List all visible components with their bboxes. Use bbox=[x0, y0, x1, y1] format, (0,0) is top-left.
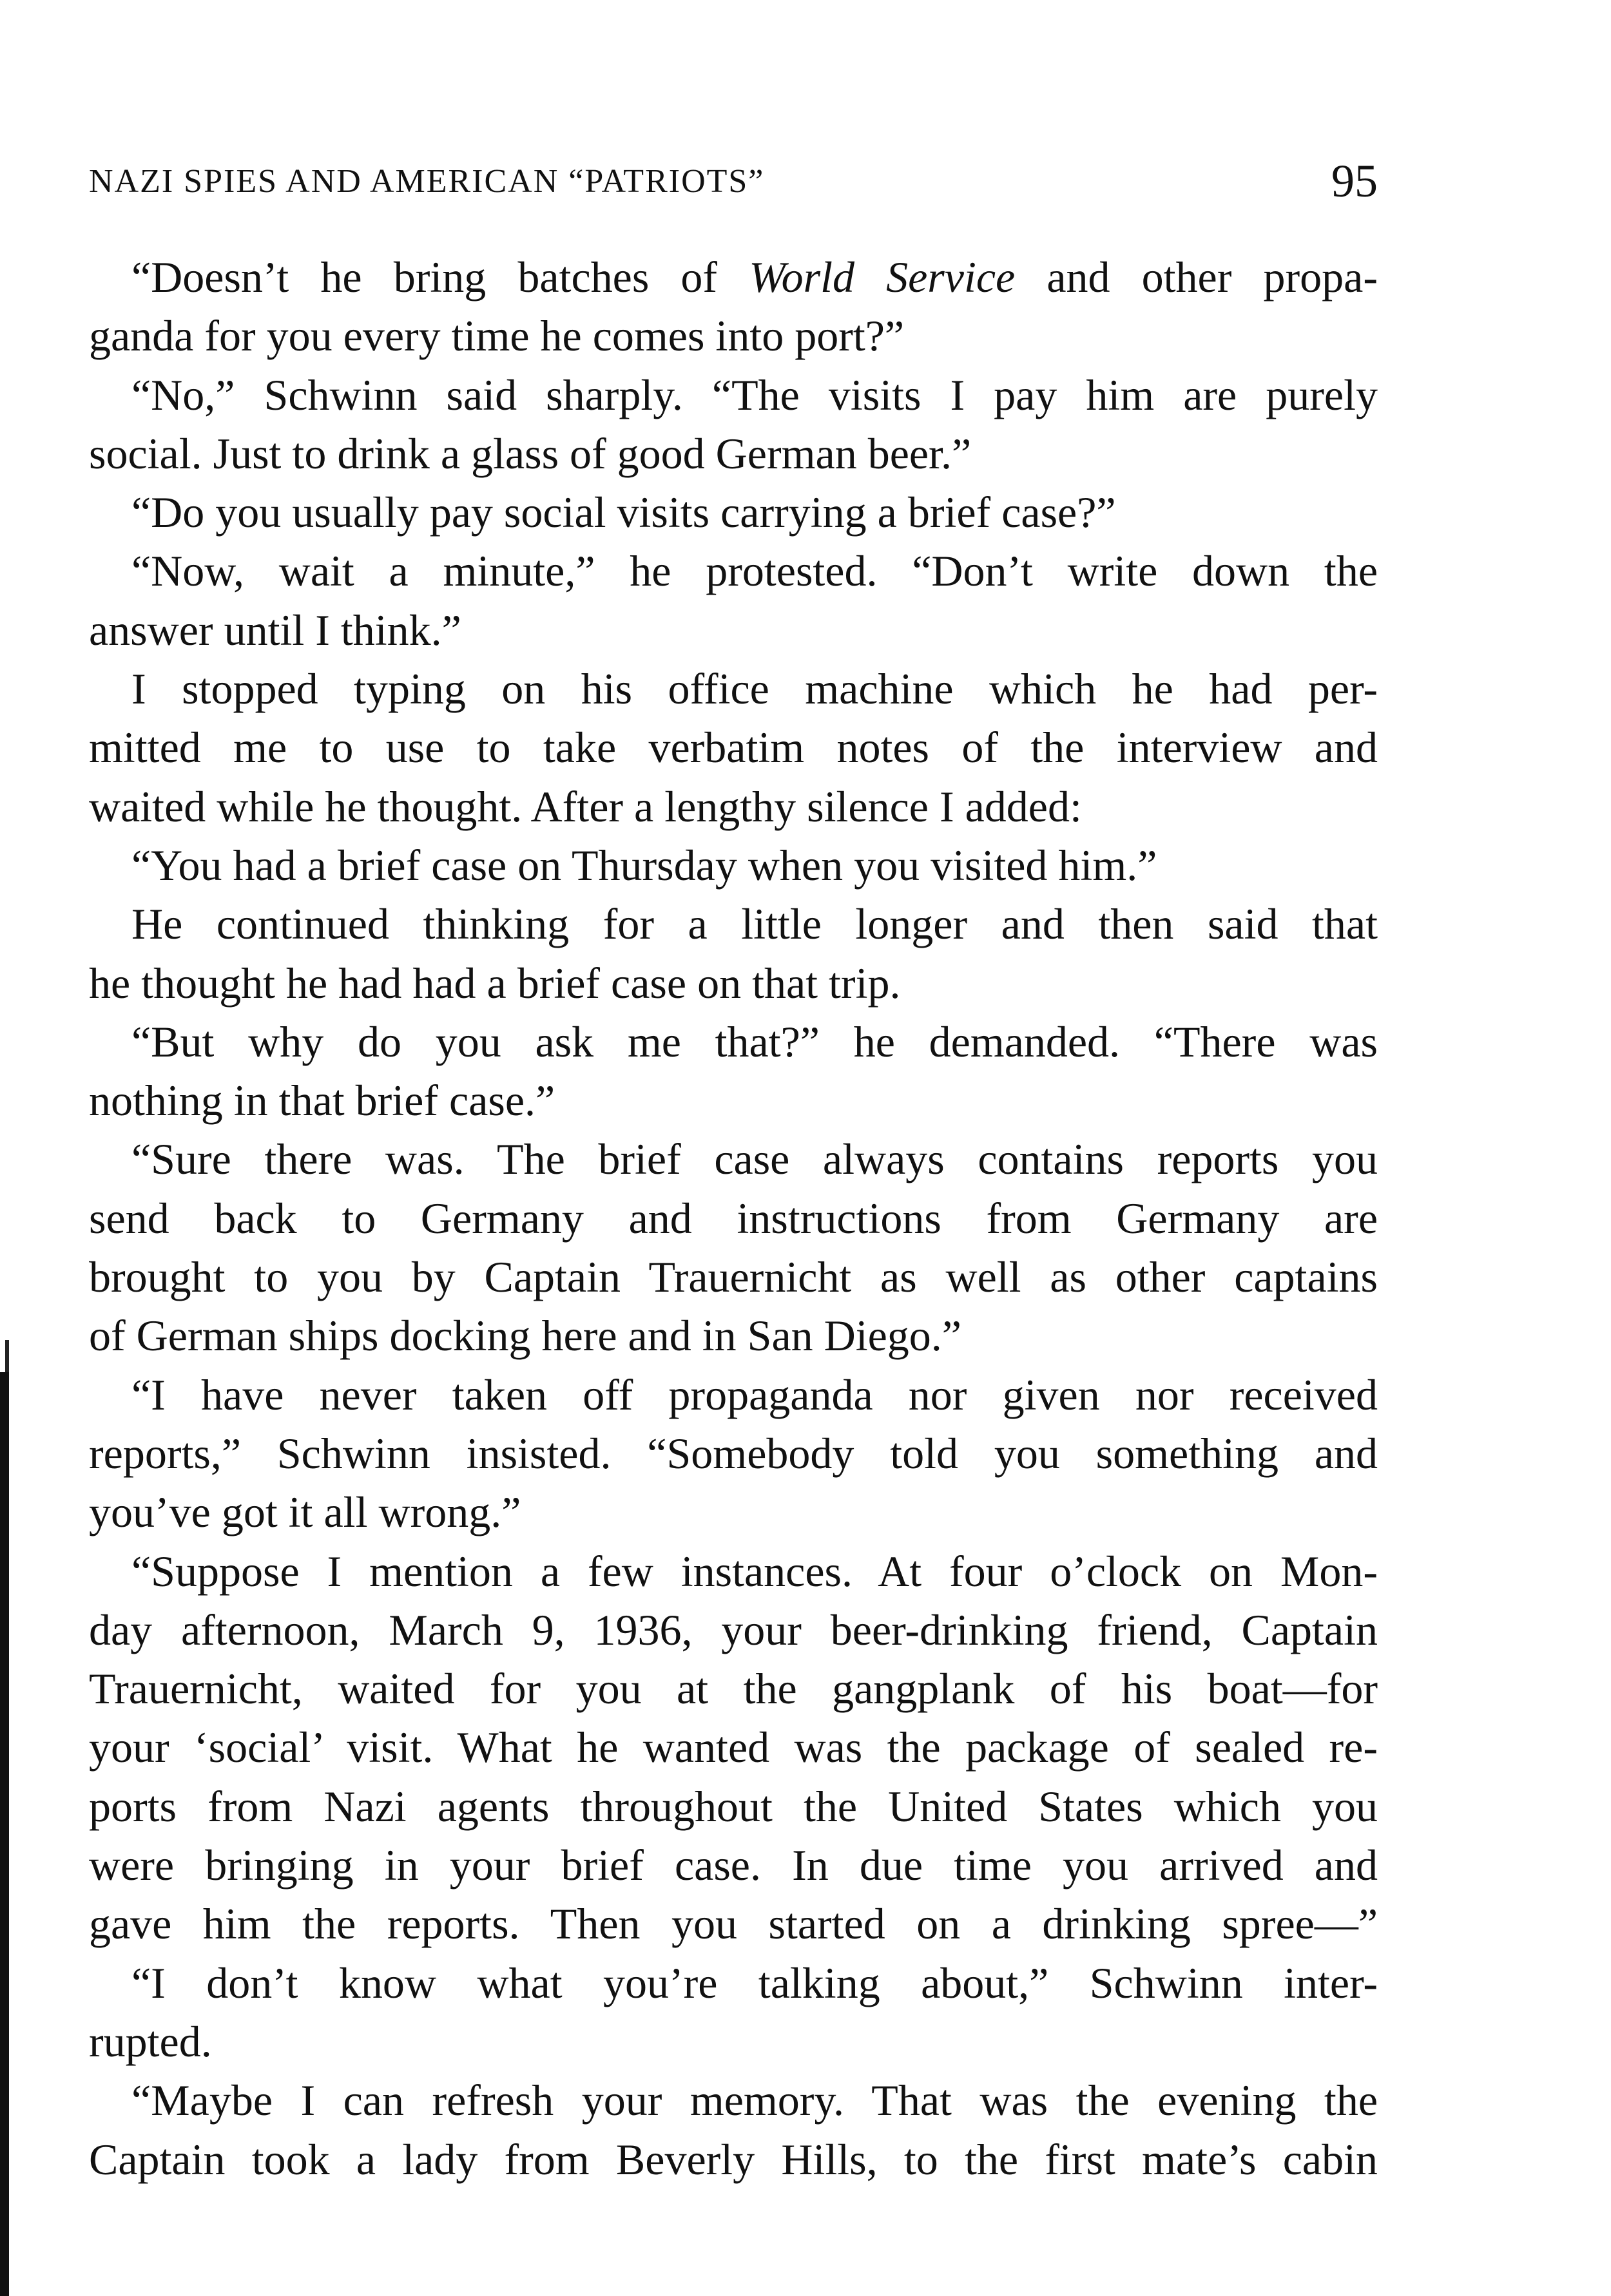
text-line-17: send back to Germany and instructions from Germany are bbox=[89, 1193, 1378, 1243]
text-line-14: “But why do you ask me that?” he demanded. “There was bbox=[131, 1017, 1378, 1066]
text-line-23: “Suppose I mention a few instances. At four o’clock on Mon- bbox=[131, 1546, 1378, 1596]
running-head bbox=[89, 155, 1378, 213]
text-line-29: gave him the reports. Then you started on a drinking spree—” bbox=[89, 1899, 1378, 1949]
text-line-32: “Maybe I can refresh your memory. That was the evening the bbox=[131, 2076, 1378, 2125]
text-line-31: rupted. bbox=[89, 2016, 212, 2066]
text-line-1: “Doesn’t he bring batches of World Service and other propa- bbox=[131, 253, 1378, 301]
emphasis-world-service: World Service bbox=[749, 253, 1016, 301]
text-line-3: “No,” Schwinn said sharply. “The visits I pay him are purely bbox=[131, 370, 1378, 419]
text-line-4: social. Just to drink a glass of good German beer.” bbox=[89, 428, 972, 478]
text-line-24: day afternoon, March 9, 1936, your beer-drinking friend, Captain bbox=[89, 1605, 1378, 1654]
text-line-11: “You had a brief case on Thursday when you visited him.” bbox=[131, 840, 1157, 890]
page-number: 95 bbox=[1331, 155, 1378, 207]
text-line-5: “Do you usually pay social visits carrying a brief case?” bbox=[131, 488, 1116, 537]
text-line-26: your ‘social’ visit. What he wanted was the package of sealed re- bbox=[89, 1723, 1378, 1772]
text-line-18: brought to you by Captain Trauernicht as well as other captains bbox=[89, 1252, 1378, 1302]
text-line-25: Trauernicht, waited for you at the gangplank of his boat—for bbox=[89, 1664, 1378, 1714]
scan-edge-shadow bbox=[0, 1372, 9, 2296]
text-line-10: waited while he thought. After a lengthy silence I added: bbox=[89, 781, 1082, 831]
text-line-19: of German ships docking here and in San Diego.” bbox=[89, 1311, 961, 1361]
text-line-2: ganda for you every time he comes into port?” bbox=[89, 311, 905, 361]
text-line-21: reports,” Schwinn insisted. “Somebody told you something and bbox=[89, 1428, 1378, 1478]
text-line-9: mitted me to use to take verbatim notes of the interview and bbox=[89, 723, 1378, 772]
text-line-27: ports from Nazi agents throughout the United States which you bbox=[89, 1781, 1378, 1831]
chapter-title: NAZI SPIES AND AMERICAN “PATRIOTS” bbox=[89, 163, 765, 200]
text-line-33: Captain took a lady from Beverly Hills, to the first mate’s cabin bbox=[89, 2134, 1378, 2184]
text-line-13: he thought he had had a brief case on that trip. bbox=[89, 958, 901, 1008]
body-text bbox=[89, 248, 1378, 2189]
text-line-16: “Sure there was. The brief case always contains reports you bbox=[131, 1134, 1378, 1184]
text-line-22: you’ve got it all wrong.” bbox=[89, 1488, 521, 1537]
text-line-28: were bringing in your brief case. In due time you arrived and bbox=[89, 1841, 1378, 1890]
text-line-8: I stopped typing on his office machine which he had per- bbox=[131, 664, 1378, 714]
text-line-6: “Now, wait a minute,” he protested. “Don’t write down the bbox=[131, 546, 1378, 596]
text-line-20: “I have never taken off propaganda nor given nor received bbox=[131, 1370, 1378, 1419]
text-line-15: nothing in that brief case.” bbox=[89, 1076, 555, 1125]
text-line-7: answer until I think.” bbox=[89, 605, 461, 655]
text-line-30: “I don’t know what you’re talking about,” Schwinn inter- bbox=[131, 1958, 1378, 2007]
text-line-12: He continued thinking for a little longer and then said that bbox=[131, 899, 1378, 949]
